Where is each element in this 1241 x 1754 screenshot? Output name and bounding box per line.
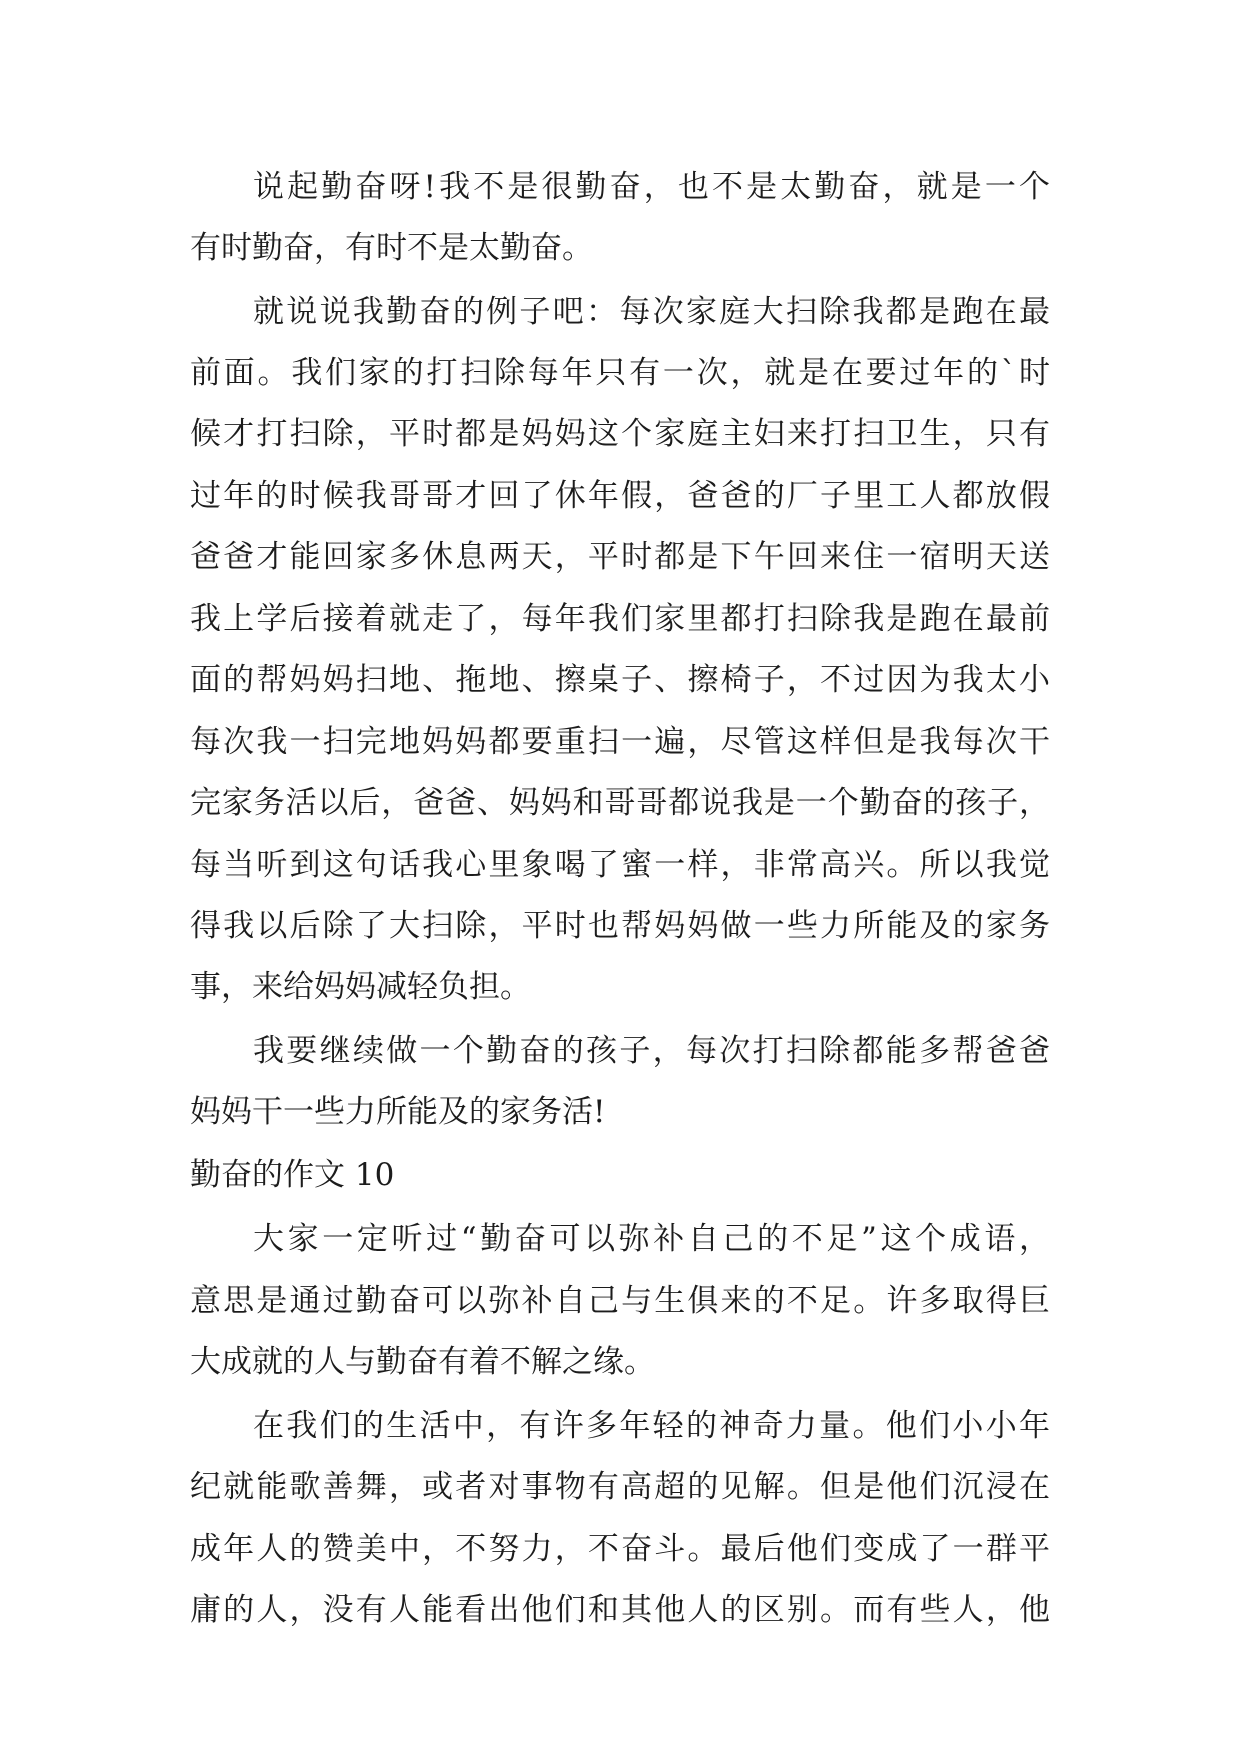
paragraph-2-line-11: 得我以后除了大扫除，平时也帮妈妈做一些力所能及的家务 (190, 908, 1050, 944)
paragraph-5-line-2: 纪就能歌善舞，或者对事物有高超的见解。但是他们沉浸在 (190, 1469, 1050, 1505)
paragraph-4-line-3: 大成就的人与勤奋有着不解之缘。 (190, 1344, 655, 1380)
paragraph-4-line-2: 意思是通过勤奋可以弥补自己与生俱来的不足。许多取得巨 (190, 1283, 1050, 1319)
paragraph-2-line-9: 完家务活以后，爸爸、妈妈和哥哥都说我是一个勤奋的孩子， (190, 785, 1050, 821)
paragraph-2-line-10: 每当听到这句话我心里象喝了蜜一样，非常高兴。所以我觉 (190, 847, 1050, 883)
paragraph-1-line-1: 说起勤奋呀!我不是很勤奋，也不是太勤奋，就是一个 (253, 169, 1050, 205)
paragraph-2-line-7: 面的帮妈妈扫地、拖地、擦桌子、擦椅子，不过因为我太小 (190, 662, 1050, 698)
paragraph-2-line-2: 前面。我们家的打扫除每年只有一次，就是在要过年的`时 (190, 355, 1050, 391)
section-heading: 勤奋的作文 10 (190, 1157, 395, 1193)
paragraph-5-line-4: 庸的人，没有人能看出他们和其他人的区别。而有些人，他 (190, 1592, 1050, 1628)
paragraph-2-line-1: 就说说我勤奋的例子吧：每次家庭大扫除我都是跑在最 (253, 294, 1050, 330)
paragraph-3-line-1: 我要继续做一个勤奋的孩子，每次打扫除都能多帮爸爸 (253, 1033, 1050, 1069)
paragraph-2-line-4: 过年的时候我哥哥才回了休年假，爸爸的厂子里工人都放假 (190, 478, 1050, 514)
paragraph-5-line-3: 成年人的赞美中，不努力，不奋斗。最后他们变成了一群平 (190, 1531, 1050, 1567)
paragraph-1-line-2: 有时勤奋，有时不是太勤奋。 (190, 230, 593, 266)
paragraph-2-line-3: 候才打扫除，平时都是妈妈这个家庭主妇来打扫卫生，只有 (190, 416, 1050, 452)
paragraph-5-line-1: 在我们的生活中，有许多年轻的神奇力量。他们小小年 (253, 1408, 1050, 1444)
paragraph-2-line-8: 每次我一扫完地妈妈都要重扫一遍，尽管这样但是我每次干 (190, 724, 1050, 760)
paragraph-4-line-1: 大家一定听过“勤奋可以弥补自己的不足”这个成语， (253, 1221, 1050, 1257)
paragraph-2-line-12: 事，来给妈妈减轻负担。 (190, 969, 531, 1005)
paragraph-2-line-6: 我上学后接着就走了，每年我们家里都打扫除我是跑在最前 (190, 601, 1050, 637)
paragraph-3-line-2: 妈妈干一些力所能及的家务活! (190, 1094, 606, 1130)
paragraph-2-line-5: 爸爸才能回家多休息两天，平时都是下午回来住一宿明天送 (190, 539, 1050, 575)
